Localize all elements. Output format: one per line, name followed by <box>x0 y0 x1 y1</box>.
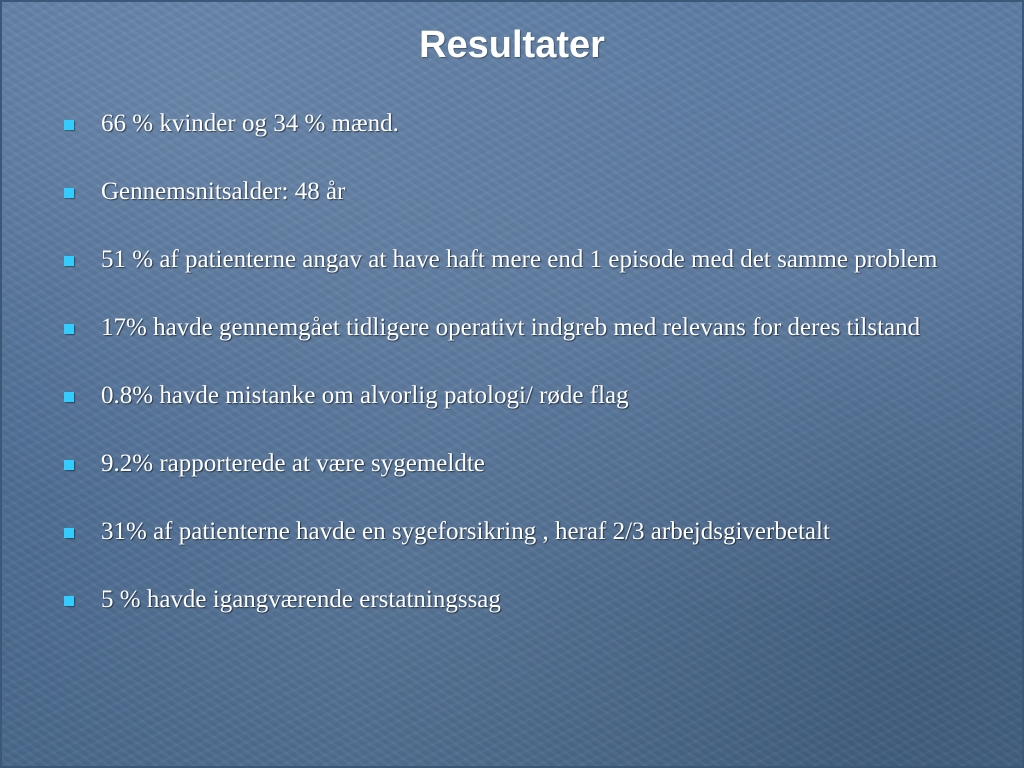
square-bullet-icon <box>64 120 74 130</box>
square-bullet-icon <box>64 528 74 538</box>
bullet-item <box>62 246 962 274</box>
bullet-item <box>62 450 962 478</box>
bullet-list <box>62 110 962 654</box>
bullet-text: Gennemsnitsalder: 48 år <box>101 178 346 205</box>
bullet-item <box>62 382 962 410</box>
square-bullet-icon <box>64 324 74 334</box>
bullet-item <box>62 178 962 206</box>
bullet-text: 9.2% rapporterede at være sygemeldte <box>101 450 485 477</box>
bullet-text: 51 % af patienterne angav at have haft mere end 1 episode med det samme problem <box>101 246 938 273</box>
square-bullet-icon <box>64 596 74 606</box>
square-bullet-icon <box>64 460 74 470</box>
bullet-text: 31% af patienterne havde en sygeforsikring , heraf 2/3 arbejdsgiverbetalt <box>101 518 830 545</box>
bullet-item <box>62 314 962 342</box>
square-bullet-icon <box>64 392 74 402</box>
bullet-text: 0.8% havde mistanke om alvorlig patologi/ røde flag <box>101 382 629 409</box>
bullet-item <box>62 586 962 614</box>
bullet-text: 66 % kvinder og 34 % mænd. <box>101 110 399 137</box>
slide-title: Resultater <box>419 24 605 66</box>
bullet-text: 17% havde gennemgået tidligere operativt indgreb med relevans for deres tilstand <box>101 314 921 341</box>
bullet-text: 5 % havde igangværende erstatningssag <box>101 586 501 613</box>
square-bullet-icon <box>64 256 74 266</box>
square-bullet-icon <box>64 188 74 198</box>
bullet-item <box>62 518 962 546</box>
bullet-item <box>62 110 962 138</box>
